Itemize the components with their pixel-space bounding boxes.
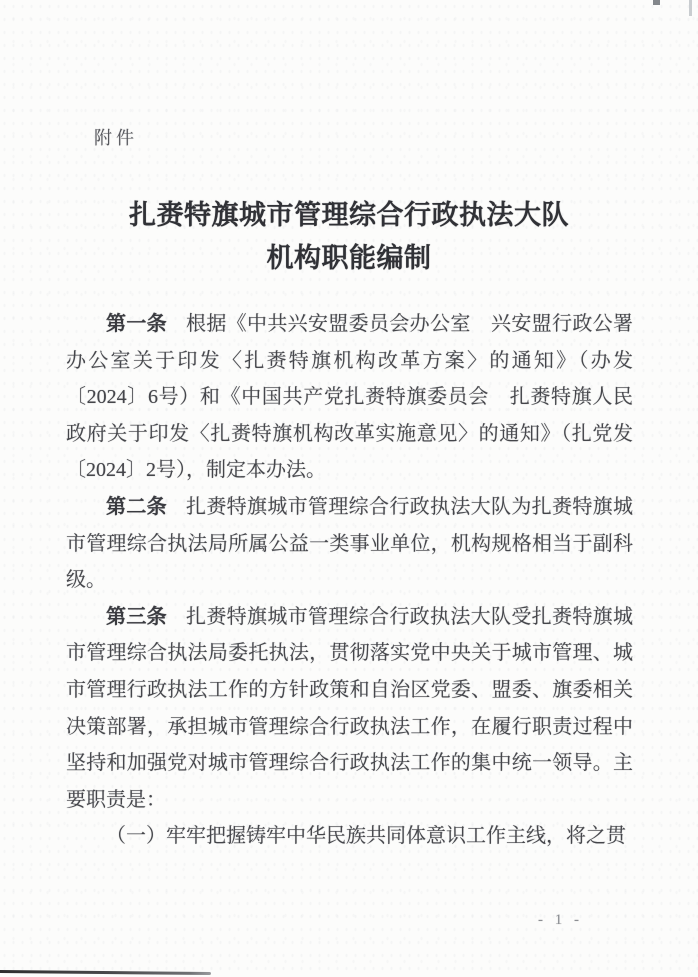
article-text-4: 牢牢把握铸牢中华民族共同体意识工作主线，将之贯 [166,825,626,848]
article-lead-1: 第一条 [106,313,167,335]
article-paragraph-1 [66,306,633,489]
article-lead-2: 第二条 [106,495,167,518]
document-title [0,194,698,280]
attachment-label: 附件 [94,128,138,148]
scan-artifact-top-mark [653,0,660,5]
article-text-3: 扎赉特旗城市管理综合行政执法大队受扎赉特旗城市管理综合执法局委托执法，贯彻落实党中央关于城市管理、城市管理行政执法工作的方针政策和自治区党委、盟委、旗委相关决策部署，承担城市管理综合行政执法工作，在履行职责过程中坚持和加强党对城市管理综合行政执法工作的集中统一领导。主要职责是： [66,605,633,811]
document-title-line2: 机构职能编制 [266,243,432,273]
article-paragraph-2 [66,489,633,599]
document-body [66,306,633,855]
article-paragraph-4 [66,818,633,855]
article-paragraph-3 [66,599,633,819]
page-number: - 1 - [538,912,583,928]
article-text-2: 扎赉特旗城市管理综合行政执法大队为扎赉特旗城市管理综合执法局所属公益一类事业单位，机构规格相当于副科级。 [66,495,633,592]
article-lead-3: 第三条 [106,605,167,628]
article-lead-4: （一） [106,825,166,848]
document-title-line1: 扎赉特旗城市管理综合行政执法大队 [129,200,569,230]
scan-artifact-right-streak [689,0,692,16]
article-text-1: 根据《中共兴安盟委员会办公室 兴安盟行政公署办公室关于印发〈扎赉特旗机构改革方案〉的通知》（办发〔2024〕6号）和《中国共产党扎赉特旗委员会 扎赉特旗人民政府关于印发〈扎赉特旗机构改革实施意见〉的通知》（扎党发〔2024〕2号），制定本办法。 [66,313,633,482]
scan-artifact-bottom-line [0,970,211,975]
